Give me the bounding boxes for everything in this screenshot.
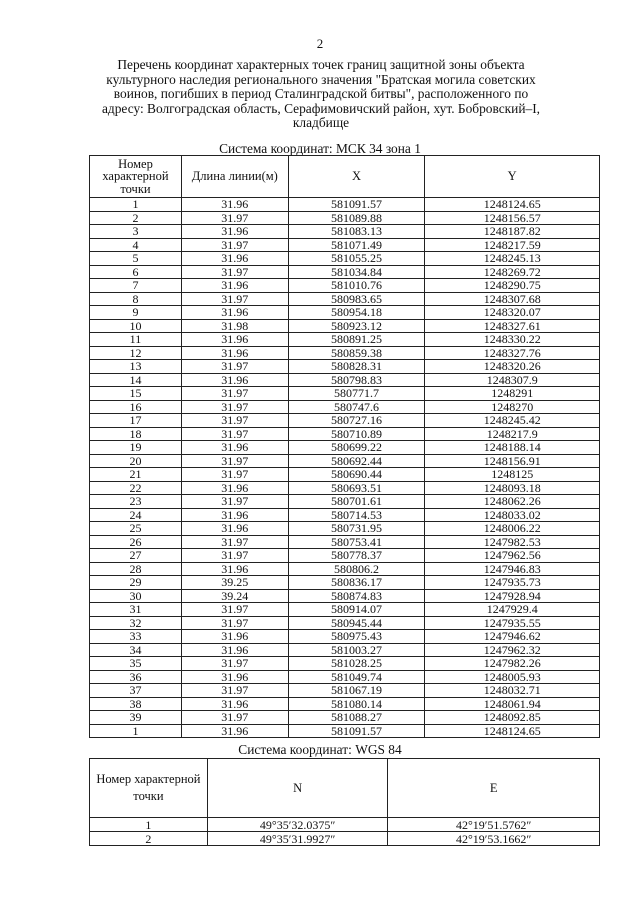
table-cell: 36: [90, 670, 182, 684]
table-cell: 580753.41: [288, 535, 425, 549]
table-cell: 31.96: [181, 333, 288, 347]
table-cell: 580975.43: [288, 630, 425, 644]
table-cell: 31.98: [181, 319, 288, 333]
table-row: [90, 279, 600, 293]
table-row: [90, 535, 600, 549]
table-cell: 2: [90, 211, 182, 225]
table-cell: 31.97: [181, 427, 288, 441]
table-cell: 26: [90, 535, 182, 549]
header-n: N: [207, 759, 388, 818]
wgs-coordinates-table: [89, 758, 600, 846]
table-row: [90, 832, 600, 846]
table-row: [90, 238, 600, 252]
table-cell: 580727.16: [288, 414, 425, 428]
table-cell: 580731.95: [288, 522, 425, 536]
table-cell: 580710.89: [288, 427, 425, 441]
table-cell: 581028.25: [288, 657, 425, 671]
table-row: [90, 387, 600, 401]
table-row: [90, 265, 600, 279]
table-row: [90, 306, 600, 320]
table-row: [90, 373, 600, 387]
table-cell: 12: [90, 346, 182, 360]
table-row: [90, 657, 600, 671]
table-cell: 580714.53: [288, 508, 425, 522]
table-cell: 7: [90, 279, 182, 293]
table-cell: 31.97: [181, 684, 288, 698]
table-cell: 1248245.42: [425, 414, 600, 428]
table-cell: 3: [90, 225, 182, 239]
table-cell: 31.96: [181, 481, 288, 495]
table-cell: 580923.12: [288, 319, 425, 333]
table-cell: 1248269.72: [425, 265, 600, 279]
table-cell: 1248124.65: [425, 198, 600, 212]
table-cell: 1247935.55: [425, 616, 600, 630]
table-cell: 31.96: [181, 441, 288, 455]
table-cell: 580954.18: [288, 306, 425, 320]
table-cell: 24: [90, 508, 182, 522]
table-cell: 31.96: [181, 279, 288, 293]
table-row: [90, 198, 600, 212]
table-cell: 1248092.85: [425, 711, 600, 725]
table-cell: 1248320.26: [425, 360, 600, 374]
table-cell: 11: [90, 333, 182, 347]
table-cell: 581071.49: [288, 238, 425, 252]
table-row: [90, 211, 600, 225]
table-cell: 39.24: [181, 589, 288, 603]
table-cell: 14: [90, 373, 182, 387]
table-cell: 580692.44: [288, 454, 425, 468]
table-cell: 1247982.53: [425, 535, 600, 549]
table-cell: 1248093.18: [425, 481, 600, 495]
table-cell: 31.97: [181, 603, 288, 617]
table-cell: 31.96: [181, 522, 288, 536]
table-row: [90, 697, 600, 711]
table-row: [90, 319, 600, 333]
table-cell: 31.97: [181, 657, 288, 671]
table-cell: 31.96: [181, 643, 288, 657]
table-row: [90, 508, 600, 522]
table-cell: 1247962.32: [425, 643, 600, 657]
table-cell: 35: [90, 657, 182, 671]
table-cell: 31.97: [181, 454, 288, 468]
table-cell: 580690.44: [288, 468, 425, 482]
table-row: [90, 468, 600, 482]
table-cell: 580699.22: [288, 441, 425, 455]
table-row: [90, 427, 600, 441]
table-cell: 1248327.61: [425, 319, 600, 333]
table-cell: 1248320.07: [425, 306, 600, 320]
table-cell: 31.97: [181, 265, 288, 279]
table-row: [90, 643, 600, 657]
table-cell: 19: [90, 441, 182, 455]
table-cell: 581080.14: [288, 697, 425, 711]
table-row: [90, 616, 600, 630]
table-row: [90, 603, 600, 617]
table-cell: 17: [90, 414, 182, 428]
table-cell: 581089.88: [288, 211, 425, 225]
table-row: [90, 724, 600, 738]
table-cell: 22: [90, 481, 182, 495]
table-cell: 21: [90, 468, 182, 482]
table-cell: 1248327.76: [425, 346, 600, 360]
table-cell: 4: [90, 238, 182, 252]
table-cell: 1248062.26: [425, 495, 600, 509]
table-cell: 580945.44: [288, 616, 425, 630]
wgs-caption: Система координат: WGS 84: [238, 742, 402, 757]
table-cell: 28: [90, 562, 182, 576]
table-row: [90, 630, 600, 644]
table-cell: 1248033.02: [425, 508, 600, 522]
table-cell: 34: [90, 643, 182, 657]
table-row: [90, 441, 600, 455]
table-cell: 581049.74: [288, 670, 425, 684]
table-cell: 31.97: [181, 711, 288, 725]
table-cell: 1248291: [425, 387, 600, 401]
table-cell: 1247946.62: [425, 630, 600, 644]
table-cell: 49°35′32.0375″: [207, 818, 388, 832]
table-cell: 581083.13: [288, 225, 425, 239]
page-number: 2: [316, 36, 324, 51]
table-cell: 580747.6: [288, 400, 425, 414]
table-cell: 30: [90, 589, 182, 603]
table-cell: 1247982.26: [425, 657, 600, 671]
table-row: [90, 225, 600, 239]
table-cell: 16: [90, 400, 182, 414]
table-cell: 1247929.4: [425, 603, 600, 617]
table-cell: 33: [90, 630, 182, 644]
header-point-number: Номер характерной точки: [90, 156, 182, 198]
table-cell: 25: [90, 522, 182, 536]
table-cell: 1248217.59: [425, 238, 600, 252]
table-cell: 580874.83: [288, 589, 425, 603]
table-cell: 31.97: [181, 616, 288, 630]
table-row: [90, 684, 600, 698]
table-cell: 6: [90, 265, 182, 279]
table-row: [90, 495, 600, 509]
table-cell: 1248245.13: [425, 252, 600, 266]
table-cell: 580891.25: [288, 333, 425, 347]
table-cell: 1248330.22: [425, 333, 600, 347]
table-row: [90, 360, 600, 374]
table-row: [90, 711, 600, 725]
table-cell: 580806.2: [288, 562, 425, 576]
table-cell: 1: [90, 198, 182, 212]
header-point-number: Номер характерной точки: [90, 759, 208, 818]
msk-caption: Система координат: МСК 34 зона 1: [219, 141, 421, 156]
header-e: E: [388, 759, 600, 818]
table-cell: 1247962.56: [425, 549, 600, 563]
table-cell: 39.25: [181, 576, 288, 590]
table-cell: 1248124.65: [425, 724, 600, 738]
table-row: [90, 481, 600, 495]
table-cell: 1248006.22: [425, 522, 600, 536]
table-row: [90, 818, 600, 832]
table-cell: 31.96: [181, 508, 288, 522]
table-cell: 580836.17: [288, 576, 425, 590]
table-row: [90, 333, 600, 347]
table-cell: 31.96: [181, 198, 288, 212]
table-cell: 37: [90, 684, 182, 698]
table-cell: 1: [90, 724, 182, 738]
table-cell: 580983.65: [288, 292, 425, 306]
table-row: [90, 454, 600, 468]
table-cell: 42°19′51.5762″: [388, 818, 600, 832]
table-cell: 31.97: [181, 400, 288, 414]
table-row: [90, 549, 600, 563]
table-cell: 580693.51: [288, 481, 425, 495]
table-cell: 580859.38: [288, 346, 425, 360]
table-cell: 31.97: [181, 495, 288, 509]
table-cell: 31.96: [181, 670, 288, 684]
table-cell: 581067.19: [288, 684, 425, 698]
table-row: [90, 522, 600, 536]
table-row: [90, 576, 600, 590]
header-x: X: [288, 156, 425, 198]
table-cell: 581034.84: [288, 265, 425, 279]
header-y: Y: [425, 156, 600, 198]
table-cell: 10: [90, 319, 182, 333]
table-row: [90, 292, 600, 306]
table-cell: 31.97: [181, 387, 288, 401]
table-cell: 20: [90, 454, 182, 468]
table-cell: 31.96: [181, 252, 288, 266]
table-cell: 580914.07: [288, 603, 425, 617]
table-cell: 27: [90, 549, 182, 563]
table-cell: 580771.7: [288, 387, 425, 401]
table-cell: 31.96: [181, 562, 288, 576]
table-cell: 1248188.14: [425, 441, 600, 455]
table-cell: 5: [90, 252, 182, 266]
table-cell: 580778.37: [288, 549, 425, 563]
table-cell: 1247935.73: [425, 576, 600, 590]
table-cell: 1: [90, 818, 208, 832]
table-row: [90, 670, 600, 684]
table-cell: 1247946.83: [425, 562, 600, 576]
table-cell: 31.96: [181, 630, 288, 644]
table-cell: 1248270: [425, 400, 600, 414]
table-cell: 23: [90, 495, 182, 509]
table-cell: 1248032.71: [425, 684, 600, 698]
table-cell: 31.96: [181, 724, 288, 738]
table-cell: 31.96: [181, 346, 288, 360]
table-row: [90, 562, 600, 576]
table-cell: 1248290.75: [425, 279, 600, 293]
table-row: [90, 346, 600, 360]
table-cell: 39: [90, 711, 182, 725]
table-cell: 581055.25: [288, 252, 425, 266]
table-cell: 31.97: [181, 535, 288, 549]
table-row: [90, 400, 600, 414]
table-cell: 31.97: [181, 360, 288, 374]
table-cell: 1248307.9: [425, 373, 600, 387]
table-cell: 31.97: [181, 468, 288, 482]
table-cell: 1248217.9: [425, 427, 600, 441]
table-cell: 581003.27: [288, 643, 425, 657]
table-cell: 580828.31: [288, 360, 425, 374]
table-cell: 15: [90, 387, 182, 401]
table-cell: 9: [90, 306, 182, 320]
table-cell: 31.96: [181, 306, 288, 320]
header-line-length: Длина линии(м): [181, 156, 288, 198]
table-cell: 1248061.94: [425, 697, 600, 711]
document-title: Перечень координат характерных точек границ защитной зоны объекта культурного наследия регионального значения "Братская могила советских воинов, погибших в период Сталинградской битвы", расположенного по адресу: Волгоградская область, Серафимовичский район, хут. Бобровский–I, кладбище: [101, 57, 541, 131]
table-cell: 31.96: [181, 373, 288, 387]
table-cell: 1248125: [425, 468, 600, 482]
table-cell: 32: [90, 616, 182, 630]
table-cell: 581091.57: [288, 724, 425, 738]
table-cell: 31.97: [181, 414, 288, 428]
table-cell: 581088.27: [288, 711, 425, 725]
table-cell: 1248156.57: [425, 211, 600, 225]
table-cell: 31.97: [181, 211, 288, 225]
table-cell: 18: [90, 427, 182, 441]
table-cell: 13: [90, 360, 182, 374]
table-cell: 31.96: [181, 697, 288, 711]
table-cell: 31.97: [181, 549, 288, 563]
table-cell: 1248187.82: [425, 225, 600, 239]
table-row: [90, 252, 600, 266]
table-cell: 580701.61: [288, 495, 425, 509]
table-cell: 1248156.91: [425, 454, 600, 468]
table-cell: 8: [90, 292, 182, 306]
table-cell: 49°35′31.9927″: [207, 832, 388, 846]
table-row: [90, 589, 600, 603]
table-cell: 581091.57: [288, 198, 425, 212]
table-cell: 1248307.68: [425, 292, 600, 306]
table-cell: 31: [90, 603, 182, 617]
table-cell: 1248005.93: [425, 670, 600, 684]
table-cell: 581010.76: [288, 279, 425, 293]
msk-coordinates-table: [89, 155, 600, 738]
table-row: [90, 414, 600, 428]
table-cell: 42°19′53.1662″: [388, 832, 600, 846]
table-cell: 29: [90, 576, 182, 590]
table-cell: 31.97: [181, 238, 288, 252]
table-cell: 31.97: [181, 292, 288, 306]
table-cell: 580798.83: [288, 373, 425, 387]
table-cell: 1247928.94: [425, 589, 600, 603]
table-cell: 2: [90, 832, 208, 846]
table-cell: 38: [90, 697, 182, 711]
table-cell: 31.96: [181, 225, 288, 239]
